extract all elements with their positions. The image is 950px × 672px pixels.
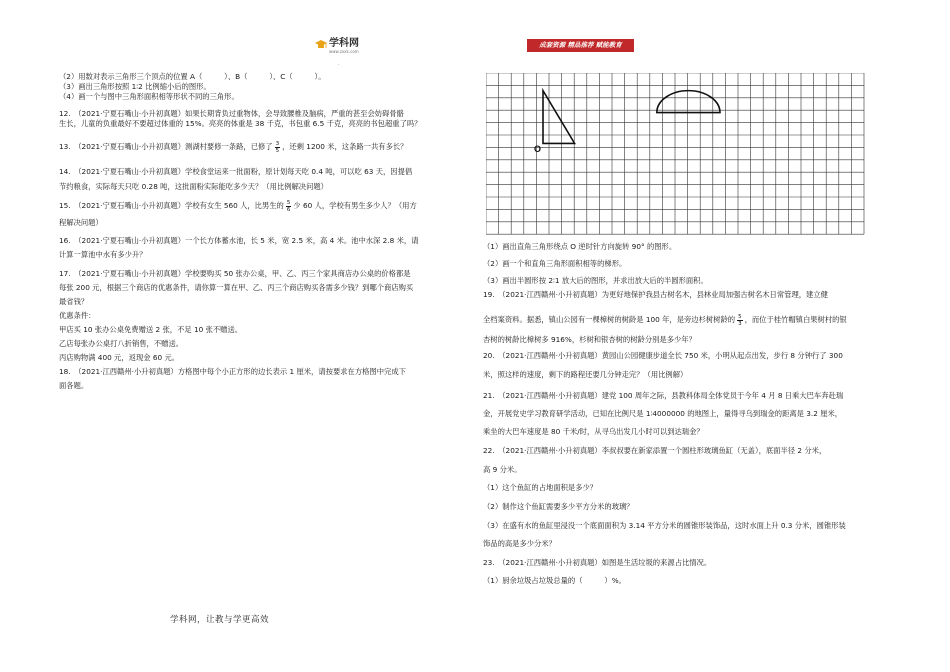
question-line — [59, 133, 464, 161]
question-line: 16. （2021·宁夏石嘴山·小升初真题）一个长方体蓄水池，长 5 米，宽 2.5 米，高 4 米。池中水深 2.8 米，请 — [59, 236, 419, 245]
question-text: ，而位于桂竹帽镇白果树村的银 — [744, 315, 847, 324]
question-line: （3）画出半圆形按 2∶1 放大后的图形，并求出放大后的半圆形面积。 — [483, 276, 708, 285]
question-line: （3）在盛有水的鱼缸里浸没一个底面面积为 3.14 平方分米的圆锥形装饰品，这时水面上升 0.3 分米，圆锥形装 — [483, 521, 846, 530]
question-line: 每张 200 元，根据三个商店的优惠条件，请你算一算在甲、乙、丙三个商店购买各需多少钱？到哪个商店购买 — [59, 283, 414, 292]
question-text: 少 60 人，学校有男生多少人？（用方 — [293, 201, 417, 210]
decorative-dot: · — [338, 62, 340, 68]
brand-banner: 成套资源 精品推荐 赋能教育 — [527, 39, 634, 52]
question-line: 乘坐的大巴车速度是 80 千米/时，从寻乌出发几小时可以到达瑞金？ — [483, 427, 704, 436]
question-line: 18. （2021·江西赣州·小升初真题）方格图中每个小正方形的边长表示 1 厘米，请按要求在方格图中完成下 — [59, 367, 406, 376]
question-line: 17. （2021·宁夏石嘴山·小升初真题）学校要购买 50 张办公桌，甲、乙、丙三个家具商店办公桌的价格都是 — [59, 269, 411, 278]
question-line: 程解决问题） — [59, 218, 103, 227]
grid-figure — [486, 73, 866, 235]
question-line: （1）画出直角三角形绕点 O 逆时针方向旋转 90° 的图形。 — [483, 242, 677, 251]
question-line: 甲店买 10 张办公桌免费赠送 2 张，不足 10 张不赠送。 — [59, 325, 243, 334]
question-line: 节约粮食，实际每天只吃 0.28 吨，这批面粉实际能吃多少天？（用比例解决问题） — [59, 182, 328, 191]
question-text: ，还剩 1200 米，这条路一共有多长？ — [282, 142, 408, 151]
right-triangle — [543, 91, 575, 144]
question-line: （2）画一个和直角三角形面积相等的梯形。 — [483, 259, 627, 268]
question-text: 全档案资料。据悉，镇山公园有一棵樟树的树龄是 100 年，是旁边杉树树龄的 — [483, 315, 736, 324]
question-line: （1）厨余垃圾占垃圾总量的（ ）%。 — [483, 576, 626, 585]
question-line: 20. （2021·江西赣州·小升初真题）黄园山公园健康步道全长 750 米，小明从起点出发，步行 8 分钟行了 300 — [483, 351, 843, 360]
question-line — [483, 309, 903, 331]
question-line: 21. （2021·江西赣州·小升初真题）建党 100 周年之际，县教科体局全体党员于今年 4 月 8 日乘大巴车奔赴瑞 — [483, 391, 844, 400]
page-footer: 学科网，让教与学更高效 — [170, 615, 270, 625]
question-line: 饰品的高是多少分米？ — [483, 539, 556, 548]
left-column — [59, 72, 464, 391]
fraction — [275, 141, 281, 154]
fraction-numerator: 3 — [275, 140, 280, 147]
fraction — [737, 314, 743, 327]
semicircle — [657, 91, 720, 113]
logo-subtext: www.zxxk.com — [329, 49, 359, 54]
fraction-denominator: 5 — [275, 147, 280, 154]
fraction-numerator: 5 — [738, 313, 742, 320]
origin-label: O — [534, 144, 542, 154]
question-line: 高 9 分米。 — [483, 465, 522, 474]
question-line: 生长，儿童的负重最好不要超过体重的 15%。亮亮的体重是 38 千克，书包重 6.5 千克，亮亮的书包超重了吗？ — [59, 119, 422, 128]
question-line: 22. （2021·江西赣州·小升初真题）李叔叔要在新家添置一个圆柱形玻璃鱼缸（无盖），底面半径 2 分米， — [483, 446, 827, 455]
question-line: 23. （2021·江西赣州·小升初真题）如图是生活垃圾的来源占比情况。 — [483, 558, 712, 567]
question-text: 15. （2021·宁夏石嘴山·小升初真题）学校有女生 560 人，比男生的 — [59, 201, 284, 210]
question-line: 面各题。 — [59, 381, 89, 390]
question-line: 乙店每张办公桌打八折销售，不赠送。 — [59, 339, 184, 348]
question-line: 计算一算池中水有多少升？ — [59, 250, 147, 259]
question-line: 米，照这样的速度，剩下的路程还要几分钟走完？（用比例解） — [483, 370, 688, 379]
question-line: （2）用数对表示三角形三个顶点的位置 A（ ）、B（ ）、C（ ）。 — [59, 72, 326, 81]
fraction-denominator: 3 — [738, 320, 742, 327]
fraction-denominator: 6 — [286, 206, 291, 213]
question-line: （4）画一个与图中三角形面积相等形状不同的三角形。 — [59, 92, 239, 101]
question-line: 14. （2021·宁夏石嘴山·小升初真题）学校食堂运来一批面粉，原计划每天吃 0.4 吨，可以吃 63 天，因提倡 — [59, 167, 413, 176]
site-logo — [315, 38, 369, 54]
question-line: （3）画出三角形按照 1∶2 比例缩小后的图形。 — [59, 82, 211, 91]
question-line: （2）制作这个鱼缸需要多少平方分米的玻璃？ — [483, 502, 634, 511]
fraction — [286, 200, 292, 213]
question-line: 优惠条件： — [59, 311, 96, 320]
question-line: 杏树的树龄比樟树多 916%，杉树和银杏树的树龄分别是多少年？ — [483, 335, 696, 344]
graduation-cap-icon — [315, 39, 327, 51]
question-line: 最省钱？ — [59, 297, 89, 306]
logo-text: 学科网 — [329, 38, 359, 49]
question-line: 19. （2021·江西赣州·小升初真题）为更好地保护我县古树名木，县林业局加强古树名木日常管理，建立健 — [483, 290, 828, 299]
right-column — [483, 242, 903, 586]
question-line: （1）这个鱼缸的占地面积是多少？ — [483, 483, 598, 492]
question-text: 13. （2021·宁夏石嘴山·小升初真题）测湖村要修一条路，已修了 — [59, 142, 273, 151]
fraction-numerator: 5 — [286, 199, 291, 206]
question-line: 丙店购物满 400 元，返现金 60 元。 — [59, 353, 180, 362]
question-line: 金，开展党史学习教育研学活动，已知在比例尺是 1∶4000000 的地图上，量得寻乌到瑞金的距离是 3.2 厘米， — [483, 409, 843, 418]
question-line — [59, 197, 464, 214]
question-line: 12. （2021·宁夏石嘴山·小升初真题）如果长期背负过重物体，会导致腰椎及脑病，严重的甚至会妨碍骨骼 — [59, 109, 404, 118]
